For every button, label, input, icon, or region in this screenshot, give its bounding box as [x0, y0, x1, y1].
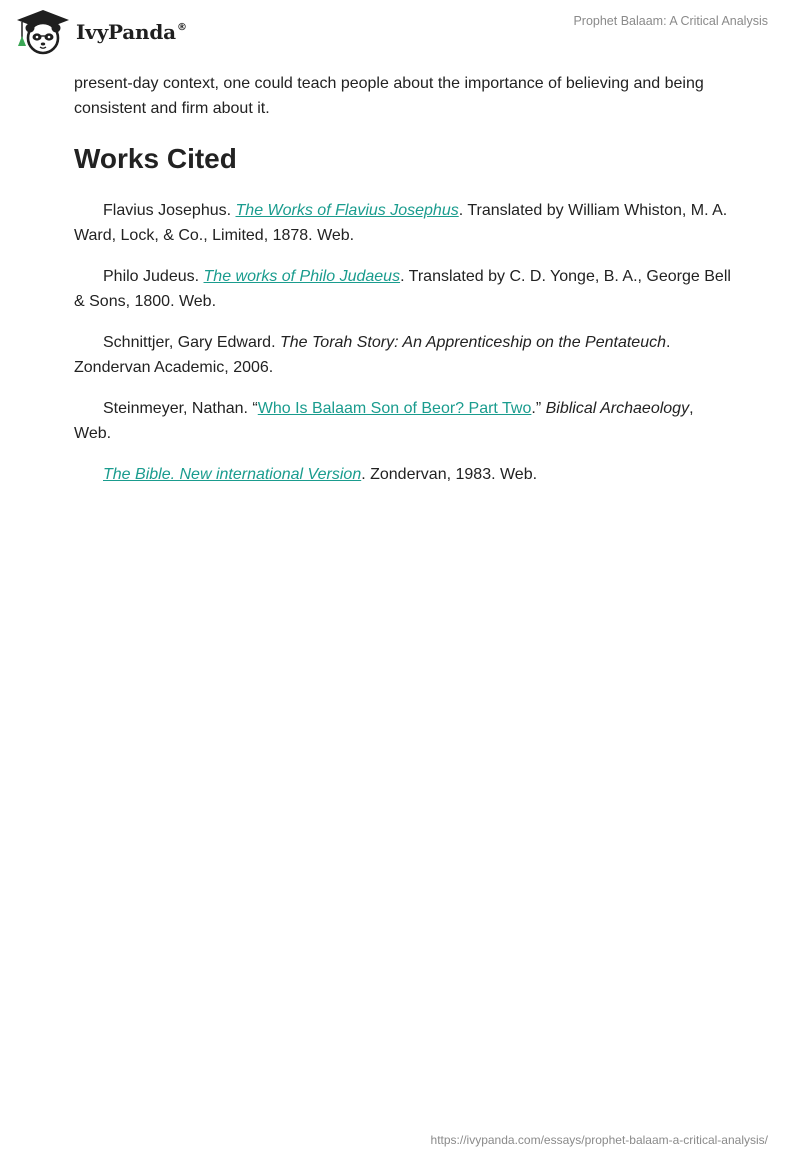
works-cited-heading: Works Cited	[74, 143, 237, 174]
footer-url[interactable]: https://ivypanda.com/essays/prophet-balaam-a-critical-analysis/	[430, 1133, 768, 1147]
brand-name: IvyPanda®	[76, 20, 187, 44]
citation-link-josephus[interactable]: The Works of Flavius Josephus	[235, 202, 459, 219]
document-title: Prophet Balaam: A Critical Analysis	[573, 14, 768, 28]
citation-bible: The Bible. New international Version. Zondervan, 1983. Web.	[103, 466, 538, 483]
citation-link-steinmeyer[interactable]: Who Is Balaam Son of Beor? Part Two	[257, 400, 532, 417]
citation-steinmeyer: Steinmeyer, Nathan. “Who Is Balaam Son of Beor? Part Two.” Biblical Archaeology, Web.	[74, 400, 694, 442]
ivypanda-logo[interactable]	[14, 8, 187, 56]
works-cited-list	[74, 198, 734, 487]
citation-link-bible[interactable]: The Bible. New international Version	[103, 466, 362, 483]
citation-philo: Philo Judeus. The works of Philo Judaeus. Translated by C. D. Yonge, B. A., George Bell & Sons, 1800. Web.	[74, 268, 731, 310]
intro-paragraph: present-day context, one could teach people about the importance of believing and being consistent and firm about it.	[74, 75, 704, 117]
citation-josephus: Flavius Josephus. The Works of Flavius Josephus. Translated by William Whiston, M. A. Ward, Lock, & Co., Limited, 1878. Web.	[74, 202, 728, 244]
panda-graduate-icon	[14, 8, 72, 56]
page-header	[0, 0, 800, 64]
citation-link-philo[interactable]: The works of Philo Judaeus	[203, 268, 401, 285]
page-content	[74, 71, 734, 503]
citation-schnittjer: Schnittjer, Gary Edward. The Torah Story: An Apprenticeship on the Pentateuch. Zondervan Academic, 2006.	[74, 334, 671, 376]
